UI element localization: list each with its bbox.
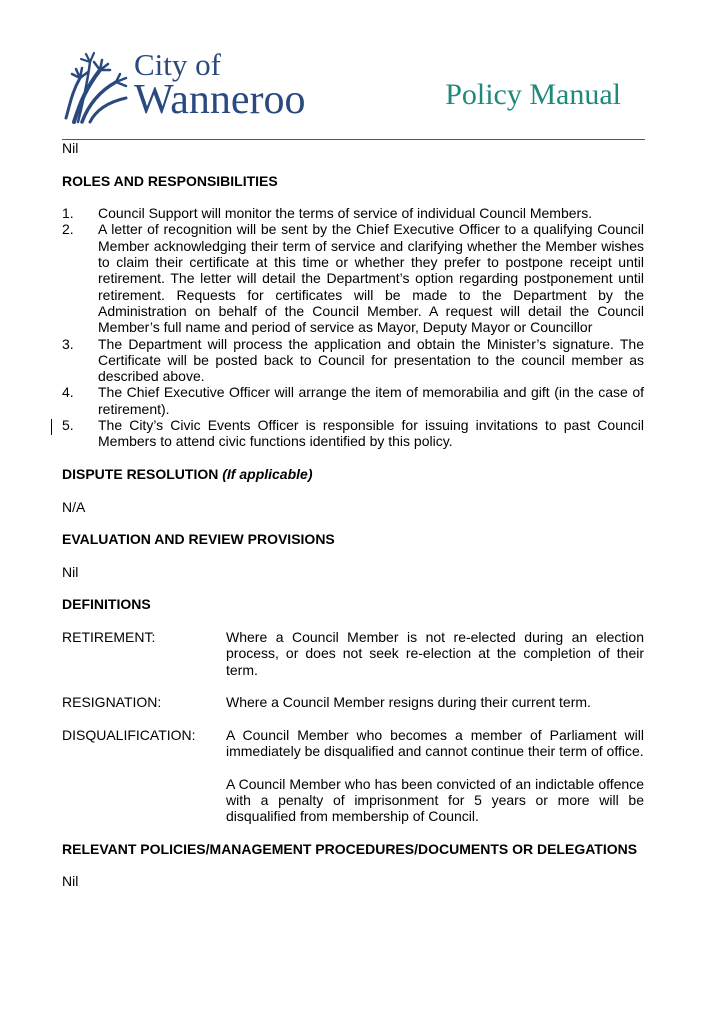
definitions-heading: DEFINITIONS: [62, 596, 151, 613]
list-item-text: The Chief Executive Officer will arrange the item of memorabilia and gift (in the case of retirement).: [98, 384, 644, 417]
list-item: [62, 221, 644, 335]
list-item-number: 3.: [62, 335, 74, 352]
logo-text-wanneroo: Wanneroo: [134, 77, 306, 123]
roles-list: [62, 205, 644, 449]
list-item-number: 4.: [62, 384, 74, 401]
dispute-heading-note: (If applicable): [222, 465, 313, 482]
list-item: [62, 417, 644, 450]
definition-desc-paragraph: A Council Member who has been convicted of an indictable offence with a penalty of imprisonment for 5 years or more will be disqualified from membership of Council.: [226, 775, 644, 825]
relevant-heading: RELEVANT POLICIES/MANAGEMENT PROCEDURES/DOCUMENTS OR DELEGATIONS: [62, 840, 638, 857]
kangaroo-paw-logo-icon: [60, 48, 132, 124]
list-item-text: The Department will process the application and obtain the Minister’s signature. The Certificate will be posted back to Council for presentation to the council member as described above.: [98, 335, 644, 385]
page-header: [0, 0, 705, 140]
logo-text-city-of: City of: [134, 47, 221, 82]
dispute-body: N/A: [62, 498, 86, 515]
definition-desc: Where a Council Member is not re-elected during an election process, or does not seek re-election at the completion of their term.: [226, 628, 644, 678]
definition-row-disqualification: [62, 727, 644, 825]
evaluation-body: Nil: [62, 563, 79, 580]
list-item-number: 2.: [62, 221, 74, 238]
evaluation-heading: EVALUATION AND REVIEW PROVISIONS: [62, 531, 335, 548]
definition-term: DISQUALIFICATION:: [62, 726, 196, 743]
definition-term: RESIGNATION:: [62, 694, 162, 711]
city-logo: [60, 48, 330, 124]
list-item-number: 1.: [62, 205, 74, 222]
definition-row-retirement: [62, 629, 644, 678]
list-item: [62, 336, 644, 385]
definition-desc: [226, 727, 644, 825]
list-item: [62, 205, 644, 221]
definition-desc: Where a Council Member resigns during their current term.: [226, 694, 591, 711]
definition-term: RETIREMENT:: [62, 628, 156, 645]
roles-heading: ROLES AND RESPONSIBILITIES: [62, 172, 278, 189]
policy-manual-title: Policy Manual: [445, 78, 621, 111]
list-item-text: A letter of recognition will be sent by the Chief Executive Officer to a qualifying Council Member acknowledging their term of service and clarifying whether the Member wishes to claim their certificate at this time or whether they prefer to postpone receipt until retirement. The letter will detail the Department’s option regarding postponement until retirement. Requests for certificates will be made to the Department by the Administration on behalf of the Council Member. A request will detail the Council Member’s full name and period of service as Mayor, Deputy Mayor or Councillor: [98, 221, 644, 336]
definition-desc-paragraph: A Council Member who becomes a member of Parliament will immediately be disqualified and cannot continue their term of office.: [226, 726, 644, 759]
relevant-body: Nil: [62, 873, 79, 890]
list-item-number: 5.: [62, 417, 74, 434]
dispute-heading-text: DISPUTE RESOLUTION: [62, 465, 219, 482]
list-item: [62, 384, 644, 417]
list-item-text: Council Support will monitor the terms of service of individual Council Members.: [98, 205, 593, 222]
revision-change-bar: [51, 419, 52, 435]
dispute-heading: [62, 466, 644, 482]
list-item-text: The City’s Civic Events Officer is responsible for issuing invitations to past Council Members to attend civic functions identified by this policy.: [98, 417, 644, 450]
definition-row-resignation: [62, 694, 644, 710]
document-body: [62, 140, 644, 890]
intro-nil: Nil: [62, 140, 79, 156]
